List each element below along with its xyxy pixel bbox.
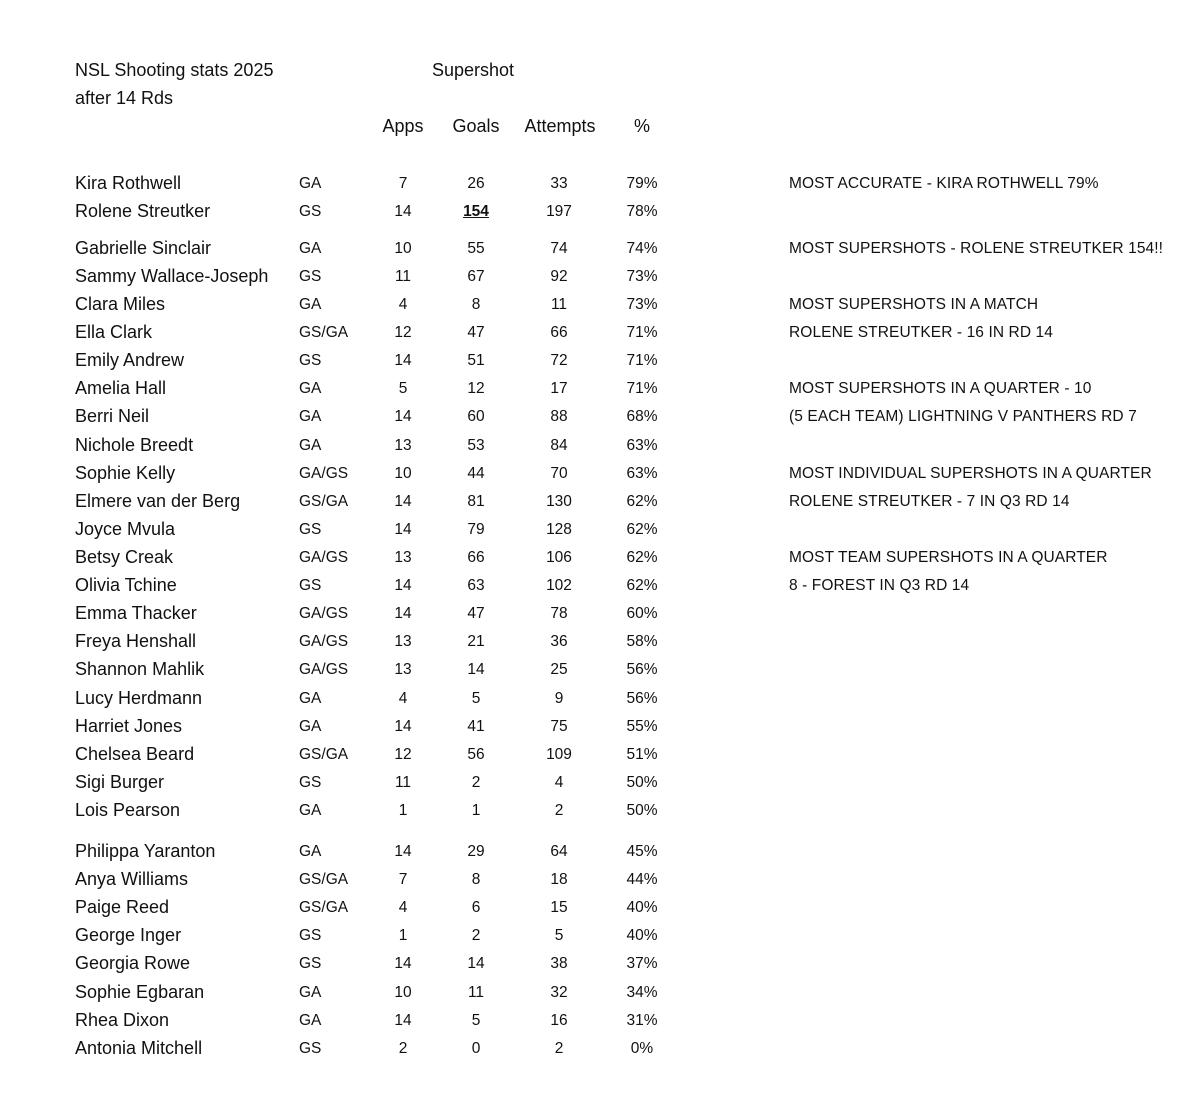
player-goals: 55 — [467, 240, 485, 257]
player-attempts: 128 — [546, 521, 572, 538]
player-apps: 7 — [398, 871, 408, 888]
player-position: GS/GA — [299, 899, 349, 916]
player-name: Joyce Mvula — [75, 519, 176, 539]
table-row — [0, 201, 700, 229]
player-attempts: 32 — [550, 984, 568, 1001]
note-individual-title: MOST INDIVIDUAL SUPERSHOTS IN A QUARTER — [789, 465, 1152, 482]
player-name: Shannon Mahlik — [75, 659, 205, 679]
player-name: Lois Pearson — [75, 800, 181, 820]
player-goals: 14 — [467, 955, 485, 972]
player-attempts: 33 — [550, 175, 568, 192]
note-match-detail: ROLENE STREUTKER - 16 IN RD 14 — [789, 324, 1053, 341]
player-name: Harriet Jones — [75, 716, 183, 736]
table-row — [0, 982, 700, 1010]
player-position: GS/GA — [299, 871, 349, 888]
player-pct: 45% — [626, 843, 658, 860]
table-row — [0, 294, 700, 322]
player-attempts: 18 — [550, 871, 568, 888]
player-attempts: 9 — [554, 690, 564, 707]
table-row — [0, 491, 700, 519]
player-attempts: 5 — [554, 927, 564, 944]
player-pct: 55% — [626, 718, 658, 735]
player-pct: 62% — [626, 577, 658, 594]
player-attempts: 130 — [546, 493, 572, 510]
table-row — [0, 238, 700, 266]
player-attempts: 70 — [550, 465, 568, 482]
player-name: George Inger — [75, 925, 182, 945]
player-apps: 11 — [394, 774, 412, 791]
table-row — [0, 1010, 700, 1038]
player-goals: 41 — [467, 718, 485, 735]
player-attempts: 15 — [550, 899, 568, 916]
player-pct: 44% — [626, 871, 658, 888]
player-apps: 14 — [394, 408, 412, 425]
player-apps: 10 — [394, 240, 412, 257]
player-position: GS — [299, 774, 322, 791]
player-attempts: 2 — [554, 1040, 564, 1057]
player-name: Sophie Egbaran — [75, 982, 205, 1002]
player-position: GA — [299, 690, 322, 707]
player-pct: 63% — [626, 437, 658, 454]
column-header-pct: % — [633, 116, 650, 136]
player-goals: 51 — [467, 352, 485, 369]
player-position: GS — [299, 352, 322, 369]
player-position: GA — [299, 718, 322, 735]
player-name: Antonia Mitchell — [75, 1038, 203, 1058]
table-row — [0, 772, 700, 800]
player-pct: 68% — [626, 408, 658, 425]
player-position: GA — [299, 802, 322, 819]
player-name: Berri Neil — [75, 406, 150, 426]
player-pct: 79% — [626, 175, 658, 192]
player-apps: 11 — [394, 268, 412, 285]
player-pct: 40% — [626, 927, 658, 944]
note-individual-detail: ROLENE STREUTKER - 7 IN Q3 RD 14 — [789, 493, 1070, 510]
column-header-goals: Goals — [452, 116, 500, 136]
player-name: Sammy Wallace-Joseph — [75, 266, 269, 286]
player-pct: 50% — [626, 774, 658, 791]
player-position: GA — [299, 437, 322, 454]
table-row — [0, 547, 700, 575]
player-goals: 8 — [471, 871, 481, 888]
player-name: Paige Reed — [75, 897, 170, 917]
table-row — [0, 173, 700, 201]
table-row — [0, 897, 700, 925]
player-attempts: 102 — [546, 577, 572, 594]
player-attempts: 197 — [546, 203, 572, 220]
player-goals: 44 — [467, 465, 485, 482]
player-pct: 51% — [626, 746, 658, 763]
note-most-supershots: MOST SUPERSHOTS - ROLENE STREUTKER 154!! — [789, 240, 1164, 257]
player-pct: 34% — [626, 984, 658, 1001]
player-attempts: 64 — [550, 843, 568, 860]
player-pct: 31% — [626, 1012, 658, 1029]
note-quarter-title: MOST SUPERSHOTS IN A QUARTER - 10 — [789, 380, 1092, 397]
table-row — [0, 869, 700, 897]
player-attempts: 88 — [550, 408, 568, 425]
player-name: Chelsea Beard — [75, 744, 195, 764]
player-apps: 14 — [394, 843, 412, 860]
player-goals: 5 — [471, 690, 481, 707]
page-subtitle: after 14 Rds — [75, 88, 174, 108]
player-apps: 14 — [394, 521, 412, 538]
table-row — [0, 322, 700, 350]
player-position: GS — [299, 577, 322, 594]
player-attempts: 78 — [550, 605, 568, 622]
player-goals: 53 — [467, 437, 485, 454]
player-goals: 29 — [467, 843, 485, 860]
player-pct: 71% — [626, 352, 658, 369]
player-name: Emily Andrew — [75, 350, 185, 370]
player-attempts: 17 — [550, 380, 568, 397]
player-apps: 4 — [398, 899, 408, 916]
player-position: GA/GS — [299, 605, 349, 622]
player-name: Emma Thacker — [75, 603, 197, 623]
player-apps: 14 — [394, 352, 412, 369]
player-pct: 62% — [626, 521, 658, 538]
player-pct: 63% — [626, 465, 658, 482]
table-row — [0, 266, 700, 294]
player-pct: 0% — [630, 1040, 654, 1057]
player-name: Sophie Kelly — [75, 463, 176, 483]
player-apps: 14 — [394, 577, 412, 594]
table-row — [0, 603, 700, 631]
player-name: Sigi Burger — [75, 772, 165, 792]
player-goals: 26 — [467, 175, 485, 192]
player-goals: 47 — [467, 324, 485, 341]
note-most-accurate: MOST ACCURATE - KIRA ROTHWELL 79% — [789, 175, 1099, 192]
player-position: GS — [299, 955, 322, 972]
player-attempts: 2 — [554, 802, 564, 819]
player-goals: 67 — [467, 268, 485, 285]
player-apps: 10 — [394, 465, 412, 482]
table-row — [0, 350, 700, 378]
player-apps: 12 — [394, 746, 412, 763]
note-quarter-detail: (5 EACH TEAM) LIGHTNING V PANTHERS RD 7 — [789, 408, 1137, 425]
player-apps: 2 — [398, 1040, 408, 1057]
player-apps: 13 — [394, 633, 412, 650]
player-pct: 40% — [626, 899, 658, 916]
table-row — [0, 575, 700, 603]
player-name: Freya Henshall — [75, 631, 197, 651]
player-attempts: 92 — [550, 268, 568, 285]
player-pct: 62% — [626, 493, 658, 510]
player-apps: 13 — [394, 549, 412, 566]
player-pct: 73% — [626, 296, 658, 313]
player-apps: 14 — [394, 605, 412, 622]
player-position: GS/GA — [299, 493, 349, 510]
table-row — [0, 953, 700, 981]
player-pct: 71% — [626, 380, 658, 397]
player-goals-highlight: 154 — [463, 203, 489, 220]
player-goals: 11 — [467, 984, 485, 1001]
player-apps: 14 — [394, 718, 412, 735]
player-pct: 50% — [626, 802, 658, 819]
player-apps: 14 — [394, 955, 412, 972]
player-name: Amelia Hall — [75, 378, 167, 398]
player-pct: 71% — [626, 324, 658, 341]
player-pct: 56% — [626, 690, 658, 707]
player-goals: 1 — [471, 802, 481, 819]
player-goals: 60 — [467, 408, 485, 425]
player-pct: 74% — [626, 240, 658, 257]
player-goals: 66 — [467, 549, 485, 566]
player-position: GA — [299, 240, 322, 257]
player-name: Clara Miles — [75, 294, 166, 314]
player-pct: 62% — [626, 549, 658, 566]
player-goals: 56 — [467, 746, 485, 763]
player-goals: 47 — [467, 605, 485, 622]
player-position: GS — [299, 1040, 322, 1057]
player-pct: 37% — [626, 955, 658, 972]
table-row — [0, 659, 700, 687]
player-attempts: 11 — [550, 296, 568, 313]
player-position: GA — [299, 984, 322, 1001]
player-attempts: 106 — [546, 549, 572, 566]
player-name: Betsy Creak — [75, 547, 174, 567]
page-title: NSL Shooting stats 2025 — [75, 60, 274, 80]
player-apps: 5 — [398, 380, 408, 397]
player-apps: 12 — [394, 324, 412, 341]
table-row — [0, 925, 700, 953]
player-name: Gabrielle Sinclair — [75, 238, 212, 258]
player-apps: 4 — [398, 690, 408, 707]
player-goals: 21 — [467, 633, 485, 650]
player-attempts: 84 — [550, 437, 568, 454]
player-goals: 0 — [471, 1040, 481, 1057]
player-name: Georgia Rowe — [75, 953, 191, 973]
table-row — [0, 631, 700, 659]
player-apps: 14 — [394, 203, 412, 220]
player-position: GA/GS — [299, 465, 349, 482]
player-name: Rhea Dixon — [75, 1010, 170, 1030]
player-attempts: 4 — [554, 774, 564, 791]
player-apps: 13 — [394, 661, 412, 678]
player-apps: 13 — [394, 437, 412, 454]
player-apps: 4 — [398, 296, 408, 313]
player-position: GA — [299, 380, 322, 397]
player-goals: 2 — [471, 774, 481, 791]
player-pct: 60% — [626, 605, 658, 622]
player-goals: 6 — [471, 899, 481, 916]
player-position: GA — [299, 1012, 322, 1029]
table-row — [0, 1038, 700, 1066]
player-pct: 56% — [626, 661, 658, 678]
note-match-title: MOST SUPERSHOTS IN A MATCH — [789, 296, 1039, 313]
player-goals: 5 — [471, 1012, 481, 1029]
player-attempts: 38 — [550, 955, 568, 972]
player-attempts: 16 — [550, 1012, 568, 1029]
player-name: Kira Rothwell — [75, 173, 182, 193]
table-row — [0, 463, 700, 491]
player-goals: 8 — [471, 296, 481, 313]
table-row — [0, 688, 700, 716]
table-row — [0, 435, 700, 463]
player-goals: 2 — [471, 927, 481, 944]
player-name: Lucy Herdmann — [75, 688, 203, 708]
table-row — [0, 519, 700, 547]
player-position: GA/GS — [299, 549, 349, 566]
player-position: GS/GA — [299, 746, 349, 763]
player-position: GA — [299, 843, 322, 860]
column-header-apps: Apps — [382, 116, 424, 136]
player-goals: 79 — [467, 521, 485, 538]
player-attempts: 25 — [550, 661, 568, 678]
player-position: GS — [299, 927, 322, 944]
player-attempts: 66 — [550, 324, 568, 341]
player-position: GS — [299, 521, 322, 538]
player-goals: 81 — [467, 493, 485, 510]
note-team-detail: 8 - FOREST IN Q3 RD 14 — [789, 577, 970, 594]
player-pct: 58% — [626, 633, 658, 650]
player-apps: 14 — [394, 493, 412, 510]
player-position: GA/GS — [299, 661, 349, 678]
player-position: GA/GS — [299, 633, 349, 650]
player-apps: 1 — [398, 927, 408, 944]
table-row — [0, 744, 700, 772]
player-apps: 14 — [394, 1012, 412, 1029]
player-name: Elmere van der Berg — [75, 491, 241, 511]
player-name: Philippa Yaranton — [75, 841, 216, 861]
player-name: Anya Williams — [75, 869, 189, 889]
player-attempts: 72 — [550, 352, 568, 369]
player-name: Nichole Breedt — [75, 435, 194, 455]
player-position: GA — [299, 175, 322, 192]
player-name: Olivia Tchine — [75, 575, 177, 595]
table-row — [0, 716, 700, 744]
player-pct: 78% — [626, 203, 658, 220]
table-row — [0, 841, 700, 869]
table-row — [0, 378, 700, 406]
player-attempts: 75 — [550, 718, 568, 735]
table-row — [0, 406, 700, 434]
player-goals: 63 — [467, 577, 485, 594]
section-title: Supershot — [432, 60, 515, 80]
player-goals: 14 — [467, 661, 485, 678]
player-name: Rolene Streutker — [75, 201, 211, 221]
player-pct: 73% — [626, 268, 658, 285]
player-goals: 12 — [467, 380, 485, 397]
note-team-title: MOST TEAM SUPERSHOTS IN A QUARTER — [789, 549, 1108, 566]
player-apps: 7 — [398, 175, 408, 192]
player-name: Ella Clark — [75, 322, 153, 342]
column-header-attempts: Attempts — [524, 116, 596, 136]
player-apps: 1 — [398, 802, 408, 819]
player-position: GA — [299, 296, 322, 313]
table-row — [0, 800, 700, 828]
player-position: GS — [299, 268, 322, 285]
player-apps: 10 — [394, 984, 412, 1001]
player-attempts: 36 — [550, 633, 568, 650]
player-attempts: 109 — [546, 746, 572, 763]
player-position: GA — [299, 408, 322, 425]
player-position: GS/GA — [299, 324, 349, 341]
player-position: GS — [299, 203, 322, 220]
player-attempts: 74 — [550, 240, 568, 257]
